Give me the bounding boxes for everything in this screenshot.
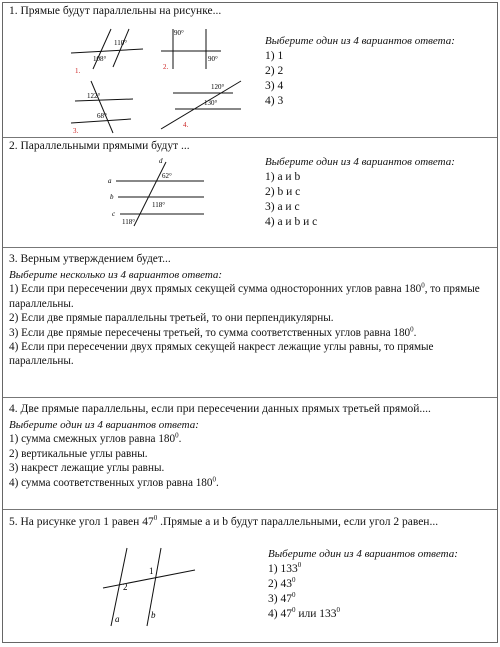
question-2-option-2[interactable]: 2) b и с bbox=[265, 186, 301, 198]
question-2-option-4[interactable]: 4) а и b и с bbox=[265, 216, 318, 228]
question-3-body bbox=[9, 268, 489, 369]
question-4-option-1-text: 1) сумма смежных углов равна 180 bbox=[9, 433, 176, 446]
figure-1-angle-a: 110° bbox=[114, 39, 128, 47]
question-2-option-1[interactable]: 1) а и b bbox=[265, 171, 301, 183]
question-1 bbox=[3, 3, 497, 138]
degree-sup: 0 bbox=[175, 431, 179, 440]
figure-4-number: 4. bbox=[183, 121, 189, 129]
question-5-option-4[interactable] bbox=[268, 607, 458, 622]
question-2-label-c: c bbox=[112, 210, 116, 218]
question-4-option-1[interactable] bbox=[9, 432, 489, 446]
question-2-figure bbox=[106, 154, 216, 229]
question-1-option-4[interactable]: 4) 3 bbox=[265, 95, 284, 107]
question-3-option-1[interactable] bbox=[9, 282, 489, 311]
question-5 bbox=[3, 510, 497, 642]
question-4-title: 4. Две прямые параллельны, если при пересечении данных прямых третьей прямой.... bbox=[9, 403, 431, 415]
degree-sup: 0 bbox=[291, 606, 296, 615]
degree-sup: 0 bbox=[153, 514, 158, 523]
question-3-option-3-tail: . bbox=[413, 326, 417, 339]
question-5-answers bbox=[268, 548, 458, 622]
question-2-answers bbox=[265, 156, 455, 230]
question-3-option-4[interactable]: 4) Если при пересечении двух прямых секущей накрест лежащие углы равны, то прямые параллельны. bbox=[9, 341, 434, 368]
question-5-option-2[interactable] bbox=[268, 577, 458, 592]
question-2-label-b: b bbox=[110, 193, 114, 201]
question-4-body bbox=[9, 418, 489, 490]
question-3-option-3[interactable] bbox=[9, 326, 489, 340]
question-3-option-1-text: 1) Если при пересечении двух прямых секущей сумма односторонних углов равна 180 bbox=[9, 283, 422, 296]
question-4-option-3[interactable]: 3) накрест лежащие углы равны. bbox=[9, 462, 165, 475]
question-5-option-3[interactable] bbox=[268, 592, 458, 607]
degree-sup: 0 bbox=[291, 576, 296, 585]
question-2-angle-1: 62° bbox=[162, 172, 172, 180]
question-2-instruction: Выберите один из 4 вариантов ответа: bbox=[265, 156, 455, 168]
question-5-title-tail: .Прямые a и b будут параллельными, если угол 2 равен... bbox=[157, 516, 439, 528]
figure-2-angle-a: 90° bbox=[174, 29, 184, 37]
figure-3-angle-a: 122° bbox=[87, 92, 101, 100]
question-5-label-b: b bbox=[151, 610, 156, 620]
question-5-title bbox=[9, 516, 438, 528]
question-1-option-3[interactable]: 3) 4 bbox=[265, 80, 284, 92]
question-5-figure bbox=[95, 538, 205, 633]
figure-1 bbox=[71, 29, 143, 69]
question-3-option-3-text: 3) Если две прямые пересечены третьей, то сумма соответственных углов равна 180 bbox=[9, 326, 411, 339]
figure-4-angle-a: 120° bbox=[211, 83, 225, 91]
question-5-instruction: Выберите один из 4 вариантов ответа: bbox=[268, 548, 458, 560]
question-5-option-4-text: 4) 47 bbox=[268, 608, 292, 620]
test-sheet bbox=[2, 2, 498, 643]
figure-1-number: 1. bbox=[75, 67, 81, 75]
degree-sup: 0 bbox=[421, 281, 425, 290]
question-1-answers bbox=[265, 35, 455, 109]
figure-3 bbox=[71, 81, 133, 133]
question-3-option-2[interactable]: 2) Если две прямые параллельны третьей, то они перпендикулярны. bbox=[9, 312, 334, 325]
question-5-option-1-text: 1) 133 bbox=[268, 563, 298, 575]
question-1-option-2[interactable]: 2) 2 bbox=[265, 65, 284, 77]
question-4 bbox=[3, 398, 497, 510]
question-3 bbox=[3, 248, 497, 398]
question-4-option-4-tail: . bbox=[216, 476, 219, 489]
degree-sup: 0 bbox=[297, 561, 302, 570]
degree-sup: 0 bbox=[336, 606, 341, 615]
figure-4 bbox=[161, 81, 241, 129]
figure-2 bbox=[161, 29, 221, 69]
question-2-angle-2: 118° bbox=[152, 201, 166, 209]
question-4-option-2[interactable]: 2) вертикальные углы равны. bbox=[9, 447, 148, 460]
question-5-option-3-text: 3) 47 bbox=[268, 593, 292, 605]
question-4-option-1-tail: . bbox=[178, 433, 182, 446]
figure-4-angle-b: 130° bbox=[204, 99, 218, 107]
question-1-figures bbox=[63, 21, 293, 136]
figure-3-angle-b: 68° bbox=[97, 112, 107, 120]
question-1-option-1[interactable]: 1) 1 bbox=[265, 50, 284, 62]
question-4-option-4-text: 4) сумма соответственных углов равна 180 bbox=[9, 476, 213, 489]
degree-sup: 0 bbox=[410, 324, 414, 333]
question-3-title: 3. Верным утверждением будет... bbox=[9, 253, 171, 265]
question-5-option-4-mid: или 133 bbox=[295, 608, 337, 620]
degree-sup: 0 bbox=[291, 591, 296, 600]
question-4-instruction: Выберите один из 4 вариантов ответа: bbox=[9, 419, 199, 431]
figure-2-angle-b: 90° bbox=[208, 55, 218, 63]
question-5-option-2-text: 2) 43 bbox=[268, 578, 292, 590]
question-2-title: 2. Параллельными прямыми будут ... bbox=[9, 140, 190, 152]
question-2 bbox=[3, 138, 497, 248]
question-3-instruction: Выберите несколько из 4 вариантов ответа: bbox=[9, 269, 223, 281]
question-5-label-2: 2 bbox=[123, 582, 128, 592]
question-2-label-d: d bbox=[159, 157, 163, 165]
question-2-angle-3: 118° bbox=[122, 218, 136, 226]
question-5-option-1[interactable] bbox=[268, 562, 458, 577]
degree-sup: 0 bbox=[212, 474, 216, 483]
figure-2-number: 2. bbox=[163, 63, 169, 71]
question-2-label-a: a bbox=[108, 177, 112, 185]
question-5-title-text: 5. На рисунке угол 1 равен 47 bbox=[9, 516, 154, 528]
figure-1-angle-b: 108° bbox=[93, 55, 107, 63]
question-1-instruction: Выберите один из 4 вариантов ответа: bbox=[265, 35, 455, 47]
question-4-option-4[interactable] bbox=[9, 476, 489, 490]
question-3-option-1-tail: , то прямые параллельны. bbox=[9, 283, 480, 310]
question-5-label-1: 1 bbox=[149, 566, 154, 576]
question-1-title: 1. Прямые будут параллельны на рисунке... bbox=[9, 5, 222, 17]
question-2-option-3[interactable]: 3) а и с bbox=[265, 201, 300, 213]
figure-3-number: 3. bbox=[73, 127, 79, 135]
question-5-label-a: a bbox=[115, 614, 120, 624]
